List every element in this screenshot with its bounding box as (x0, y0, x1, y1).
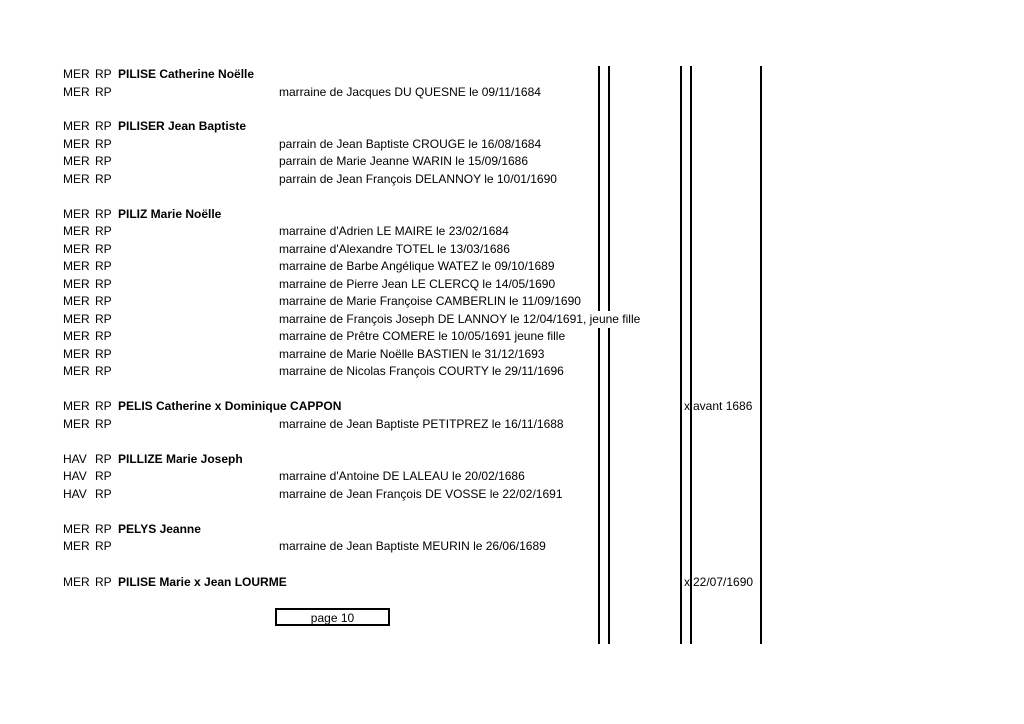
record-type: RP (95, 294, 112, 308)
parish-code: MER (63, 312, 90, 326)
parish-code: MER (63, 539, 90, 553)
parish-code: MER (63, 224, 90, 238)
parish-code: MER (63, 294, 90, 308)
parish-code: MER (63, 207, 90, 221)
vertical-rule (608, 66, 610, 644)
person-name: PILLIZE Marie Joseph (118, 452, 243, 466)
record-type: RP (95, 67, 112, 81)
entry-detail: marraine de François Joseph DE LANNOY le 12/04/1691, jeune fille (279, 312, 641, 326)
person-name: PILIZ Marie Noëlle (118, 207, 222, 221)
record-type: RP (95, 137, 112, 151)
parish-code: MER (63, 119, 90, 133)
entry-detail: marraine d'Adrien LE MAIRE le 23/02/1684 (279, 224, 509, 238)
record-type: RP (95, 242, 112, 256)
record-type: RP (95, 575, 112, 589)
entry-detail: parrain de Marie Jeanne WARIN le 15/09/1686 (279, 154, 529, 168)
parish-code: MER (63, 242, 90, 256)
entry-detail: marraine de Pierre Jean LE CLERCQ le 14/05/1690 (279, 277, 556, 291)
entry-detail: marraine de Nicolas François COURTY le 29/11/1696 (279, 364, 564, 378)
entry-detail: marraine de Prêtre COMERE le 10/05/1691 jeune fille (279, 329, 566, 343)
record-type: RP (95, 172, 112, 186)
entry-detail: marraine de Jacques DU QUESNE le 09/11/1684 (279, 85, 541, 99)
parish-code: MER (63, 522, 90, 536)
parish-code: MER (63, 329, 90, 343)
record-type: RP (95, 224, 112, 238)
record-type: RP (95, 329, 112, 343)
record-type: RP (95, 452, 112, 466)
record-type: RP (95, 312, 112, 326)
person-name: PELIS Catherine x Dominique CAPPON (118, 399, 342, 413)
entry-detail: marraine d'Antoine DE LALEAU le 20/02/1686 (279, 469, 525, 483)
person-name: PELYS Jeanne (118, 522, 201, 536)
record-type: RP (95, 469, 112, 483)
parish-code: MER (63, 417, 90, 431)
record-type: RP (95, 364, 112, 378)
vertical-rule (760, 66, 762, 644)
entry-detail: marraine de Marie Noëlle BASTIEN le 31/12/1693 (279, 347, 545, 361)
record-type: RP (95, 277, 112, 291)
parish-code: HAV (63, 487, 87, 501)
record-type: RP (95, 119, 112, 133)
entry-detail: marraine de Jean Baptiste PETITPREZ le 16/11/1688 (279, 417, 564, 431)
vertical-rule (680, 66, 682, 644)
record-type: RP (95, 539, 112, 553)
parish-code: HAV (63, 452, 87, 466)
entry-detail: marraine de Marie Françoise CAMBERLIN le 11/09/1690 (279, 294, 581, 308)
parish-code: MER (63, 85, 90, 99)
parish-code: MER (63, 399, 90, 413)
parish-code: HAV (63, 469, 87, 483)
marriage-mark: x (684, 399, 690, 413)
record-type: RP (95, 487, 112, 501)
parish-code: MER (63, 67, 90, 81)
parish-code: MER (63, 277, 90, 291)
entry-detail: parrain de Jean Baptiste CROUGE le 16/08/1684 (279, 137, 542, 151)
entry-detail: parrain de Jean François DELANNOY le 10/01/1690 (279, 172, 557, 186)
parish-code: MER (63, 575, 90, 589)
person-name: PILISER Jean Baptiste (118, 119, 247, 133)
record-type: RP (95, 85, 112, 99)
record-type: RP (95, 522, 112, 536)
record-type: RP (95, 347, 112, 361)
entry-detail: marraine de Barbe Angélique WATEZ le 09/10/1689 (279, 259, 555, 273)
person-name: PILISE Marie x Jean LOURME (118, 575, 287, 589)
parish-code: MER (63, 137, 90, 151)
record-type: RP (95, 154, 112, 168)
parish-code: MER (63, 172, 90, 186)
entry-detail: marraine d'Alexandre TOTEL le 13/03/1686 (279, 242, 510, 256)
entry-detail: marraine de Jean François DE VOSSE le 22/02/1691 (279, 487, 563, 501)
page-number-box (275, 608, 390, 626)
record-type: RP (95, 259, 112, 273)
vertical-rule (598, 66, 600, 644)
page-number: page 10 (310, 611, 355, 625)
event-date: 22/07/1690 (693, 575, 754, 589)
parish-code: MER (63, 259, 90, 273)
parish-code: MER (63, 364, 90, 378)
vertical-rule (690, 66, 692, 644)
parish-code: MER (63, 154, 90, 168)
person-name: PILISE Catherine Noëlle (118, 67, 255, 81)
event-date: avant 1686 (693, 399, 753, 413)
record-type: RP (95, 417, 112, 431)
entry-detail: marraine de Jean Baptiste MEURIN le 26/06/1689 (279, 539, 546, 553)
parish-code: MER (63, 347, 90, 361)
record-type: RP (95, 399, 112, 413)
record-type: RP (95, 207, 112, 221)
marriage-mark: x (684, 575, 690, 589)
